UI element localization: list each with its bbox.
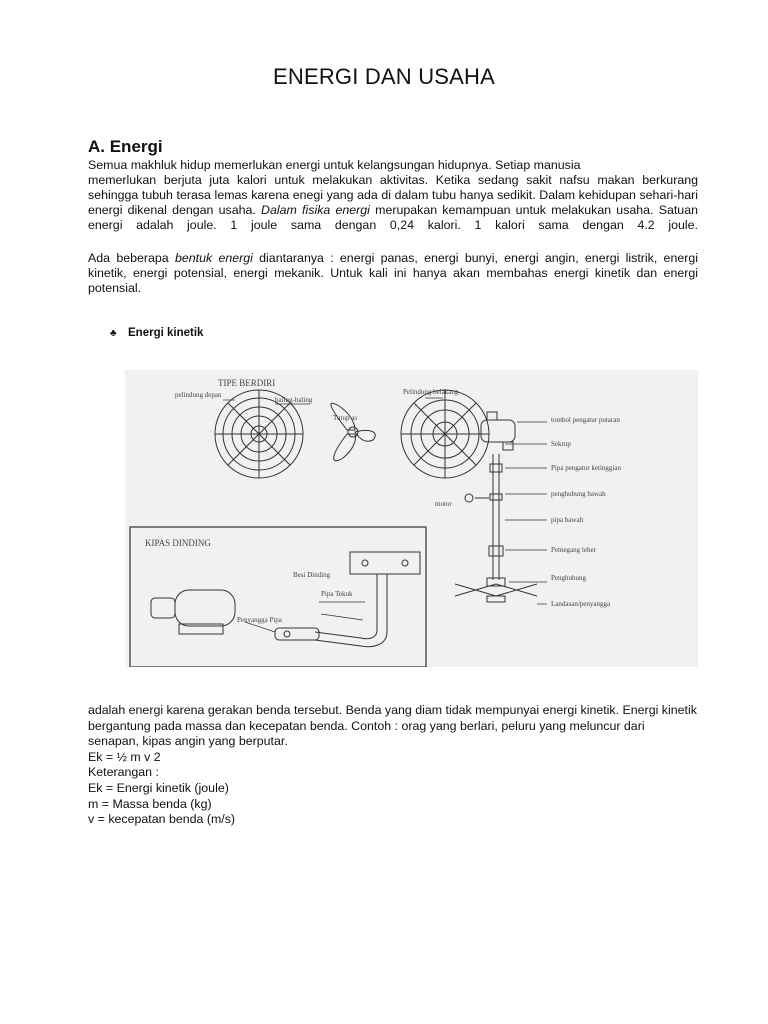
section-heading: A. Energi — [88, 137, 163, 156]
label-front-guard: pelindung depan — [175, 391, 222, 399]
club-bullet-icon: ♣ — [110, 328, 117, 339]
figure-title-wall-fan: KIPAS DINDING — [145, 538, 211, 548]
label-pipe-support: Penyangga Pipa — [237, 616, 282, 624]
label-blade: baling-baling — [275, 396, 313, 404]
text-line: energi adalah joule. 1 joule sama dengan 0,24 kalori. 1 kalori sama dengan 4.2 joule. — [88, 218, 698, 232]
text-fragment: energi dikenal dengan usaha. — [88, 203, 262, 217]
text-fragment: diantaranya : energi panas, energi bunyi, energi angin, energi listrik, energi — [252, 251, 699, 265]
paragraph-kinetic — [88, 703, 708, 828]
text-line: m = Massa benda (kg) — [88, 796, 212, 811]
text-line: bergantung pada massa dan kecepatan benda. Contoh : orag yang berlari, peluru yang meluncur dari — [88, 718, 645, 733]
figure-title-standing: TIPE BERDIRI — [218, 378, 276, 388]
label-screw: Sekrup — [551, 440, 571, 448]
label-rear-guard: Pelindung belakang — [403, 388, 459, 396]
text-line: adalah energi karena gerakan benda tersebut. Benda yang diam tidak mempunyai energi kinetik. Energi kinetik — [88, 703, 697, 717]
text-line: Ek = Energi kinetik (joule) — [88, 780, 229, 795]
stand-pole-drawing — [455, 454, 537, 602]
label-connector: Penghubung — [551, 574, 586, 582]
leader-lines — [223, 398, 547, 604]
page-title: ENERGI DAN USAHA — [272, 64, 496, 89]
italic-phrase: Dalam fisika energi — [261, 203, 370, 217]
text-line: sehingga tubuh terasa lemas karena enegi yang ada di dalam tubu hanya sedikit. Dalam kehidupan sehari-hari — [88, 188, 698, 202]
label-lower-pipe: pipa bawah — [551, 516, 584, 524]
text-line — [88, 203, 698, 218]
fan-diagram-figure — [125, 370, 698, 667]
label-motor: motor — [435, 500, 452, 508]
text-line: potensial. — [88, 281, 142, 295]
formula: Ek = ½ m v 2 — [88, 749, 161, 764]
text-line: v = kecepatan benda (m/s) — [88, 812, 236, 827]
rear-guard-drawing — [401, 390, 489, 478]
text-fragment: merupakan kemampuan untuk melakukan usaha. Satuan — [369, 203, 698, 217]
label-lower-link: penghubung bawah — [551, 490, 606, 498]
text-fragment: Ada beberapa — [88, 251, 175, 265]
bullet-label: Energi kinetik — [128, 327, 204, 339]
text-line: kinetik, energi potensial, energi mekanik. Untuk kali ini hanya akan membahas energi kinetik dan energi — [88, 266, 698, 280]
text-line: senapan, kipas angin yang berputar. — [88, 734, 288, 749]
paragraph-forms — [88, 251, 698, 296]
text-line: memerlukan berjuta juta kalori untuk melakukan aktivitas. Ketika sedang sakit nafsu makan berkurang — [88, 173, 698, 187]
label-base: Landasan/penyangga — [551, 600, 611, 608]
label-neck-holder: Pemegang leher — [551, 546, 596, 554]
blade-drawing — [331, 403, 375, 460]
text-line: Keterangan : — [88, 765, 159, 780]
label-wall-bar: Besi Dinding — [293, 571, 331, 579]
text-line: Semua makhluk hidup memerlukan energi untuk kelangsungan hidupnya. Setiap manusia — [88, 158, 581, 172]
label-speed-button: tombol pengatur putaran — [551, 416, 620, 424]
italic-phrase: bentuk energi — [174, 251, 253, 265]
label-bend-pipe: Pipa Tekuk — [321, 590, 353, 598]
paragraph-intro — [88, 158, 698, 233]
label-height-pipe: Pipa pengatur ketinggian — [551, 464, 621, 472]
inset-box-wall-fan — [130, 527, 426, 667]
bullet-item — [110, 327, 203, 339]
fan-diagram — [125, 370, 698, 667]
label-shaft-cap: Tutup as — [333, 414, 358, 422]
text-line — [88, 251, 698, 266]
